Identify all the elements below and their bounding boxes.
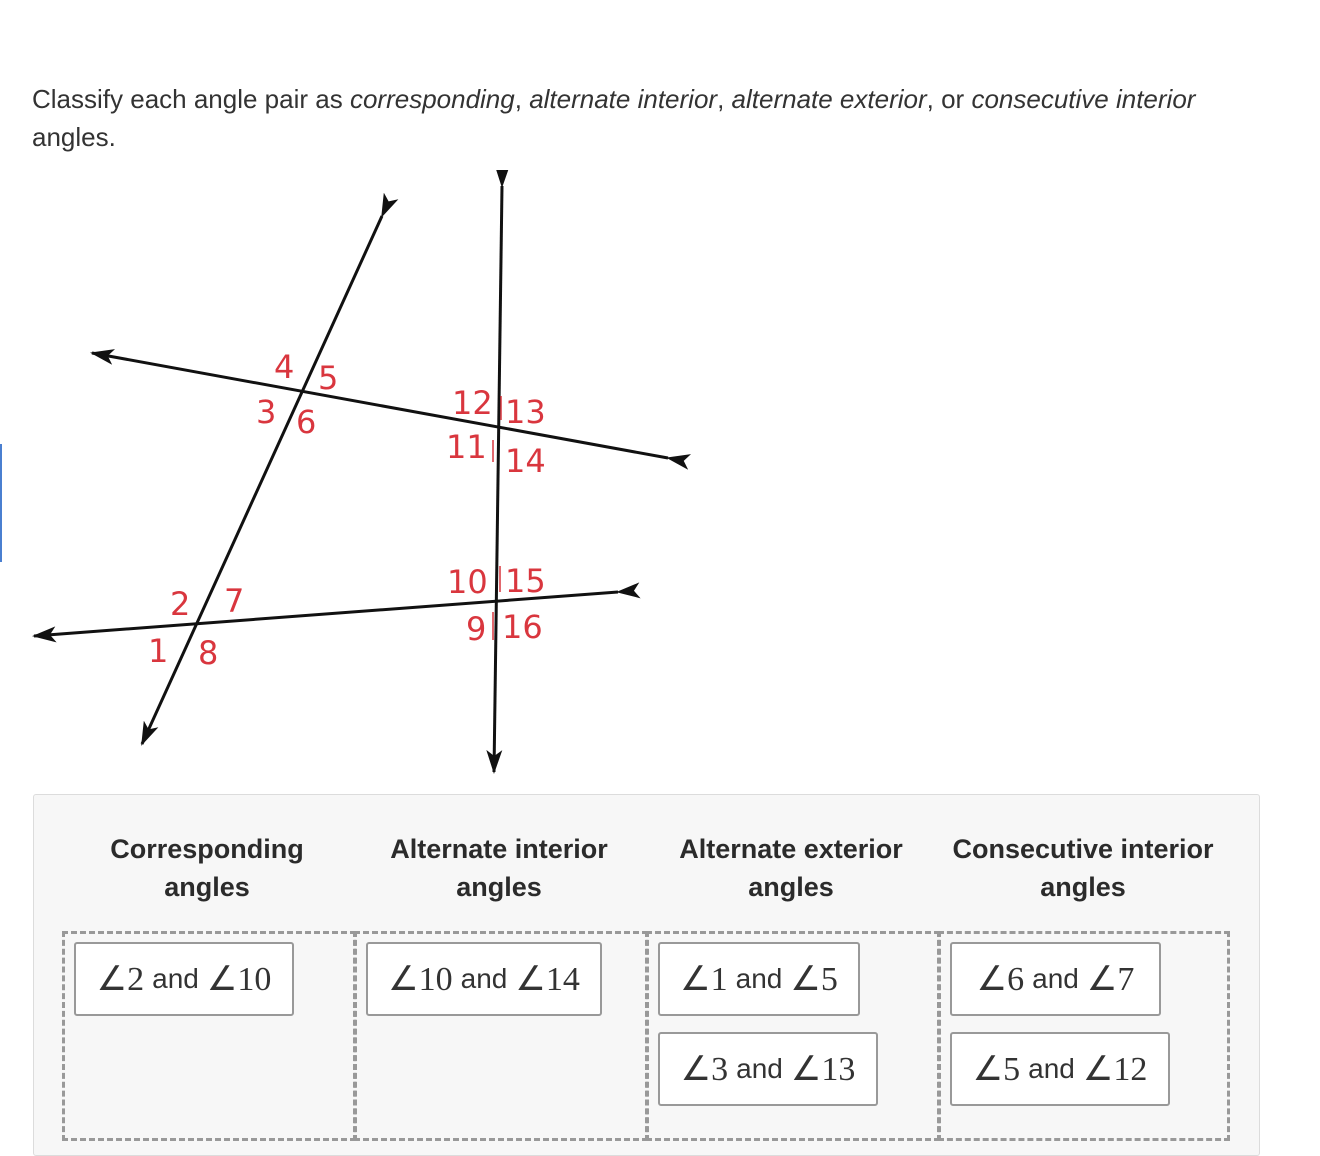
angle-name: ∠13 (790, 1051, 856, 1088)
angle-label-1: 1 (148, 632, 169, 670)
prompt-text-3: , (717, 84, 732, 114)
slanted-transversal (142, 216, 382, 744)
vertical-transversal (494, 186, 502, 772)
angle-pair-chip[interactable] (74, 942, 294, 1016)
category-title-line: Alternate exterior (679, 834, 903, 864)
angle-label-7: 7 (224, 582, 245, 620)
angle-label-10: 10 (447, 563, 488, 601)
category-title-line: angles (456, 872, 542, 902)
angle-label-6: 6 (296, 403, 317, 441)
prompt-text-2: , (514, 84, 530, 114)
angle-label-14: 14 (505, 442, 546, 480)
transversal-diagram (0, 170, 700, 790)
angle-name: ∠10 (388, 961, 453, 998)
angle-pair-chip[interactable] (950, 1032, 1170, 1106)
angle-label-8: 8 (198, 634, 219, 672)
angle-label-16: 16 (502, 608, 543, 646)
category-title-line: Consecutive interior (952, 834, 1214, 864)
and-text: and (1028, 1053, 1075, 1084)
category-title-corresponding (62, 830, 352, 906)
angle-label-5: 5 (318, 359, 339, 397)
category-title-line: Alternate interior (390, 834, 608, 864)
upper-line (92, 353, 668, 458)
geometry-figure (0, 170, 700, 790)
angle-label-9: 9 (466, 610, 487, 648)
angle-pair-chip[interactable] (658, 942, 860, 1016)
category-title-line: Corresponding (110, 834, 304, 864)
and-text: and (152, 963, 199, 994)
angle-pair-chip[interactable] (950, 942, 1161, 1016)
category-title-consecutive-interior (938, 830, 1228, 906)
and-text: and (735, 963, 783, 994)
angle-label-11: 11 (446, 428, 487, 466)
angle-pair-chip[interactable] (658, 1032, 878, 1106)
category-title-line: angles (748, 872, 834, 902)
angle-label-12: 12 (452, 384, 493, 422)
angle-name: ∠12 (1082, 1051, 1148, 1088)
category-title-line: angles (1040, 872, 1126, 902)
category-title-alternate-exterior (646, 830, 936, 906)
angle-name: ∠14 (515, 961, 580, 998)
angle-name: ∠6 (976, 961, 1025, 998)
angle-name: ∠2 (96, 961, 145, 998)
angle-label-3: 3 (256, 393, 277, 431)
prompt-text-4: , or (926, 84, 972, 114)
category-title-line: angles (164, 872, 250, 902)
angle-label-15: 15 (505, 562, 546, 600)
angle-name: ∠5 (972, 1051, 1021, 1088)
angle-name: ∠10 (206, 961, 272, 998)
angle-label-4: 4 (274, 348, 295, 386)
prompt-term-consecutive-interior: consecutive interior (971, 84, 1196, 114)
and-text: and (736, 1053, 783, 1084)
and-text: and (460, 963, 508, 994)
angle-label-13: 13 (505, 393, 546, 431)
angle-name: ∠1 (680, 961, 728, 998)
angle-name: ∠3 (680, 1051, 729, 1088)
angle-name: ∠5 (790, 961, 838, 998)
prompt-term-alternate-exterior: alternate exterior (731, 84, 927, 114)
category-title-alternate-interior (354, 830, 644, 906)
prompt-text-5: angles. (32, 122, 116, 152)
angle-pair-chip[interactable] (366, 942, 602, 1016)
angle-label-2: 2 (170, 585, 191, 623)
prompt-term-corresponding: corresponding (349, 84, 515, 114)
prompt-text-1: Classify each angle pair as (32, 84, 350, 114)
and-text: and (1032, 963, 1079, 994)
question-prompt (32, 80, 1262, 156)
angle-name: ∠7 (1086, 961, 1135, 998)
prompt-term-alternate-interior: alternate interior (529, 84, 718, 114)
